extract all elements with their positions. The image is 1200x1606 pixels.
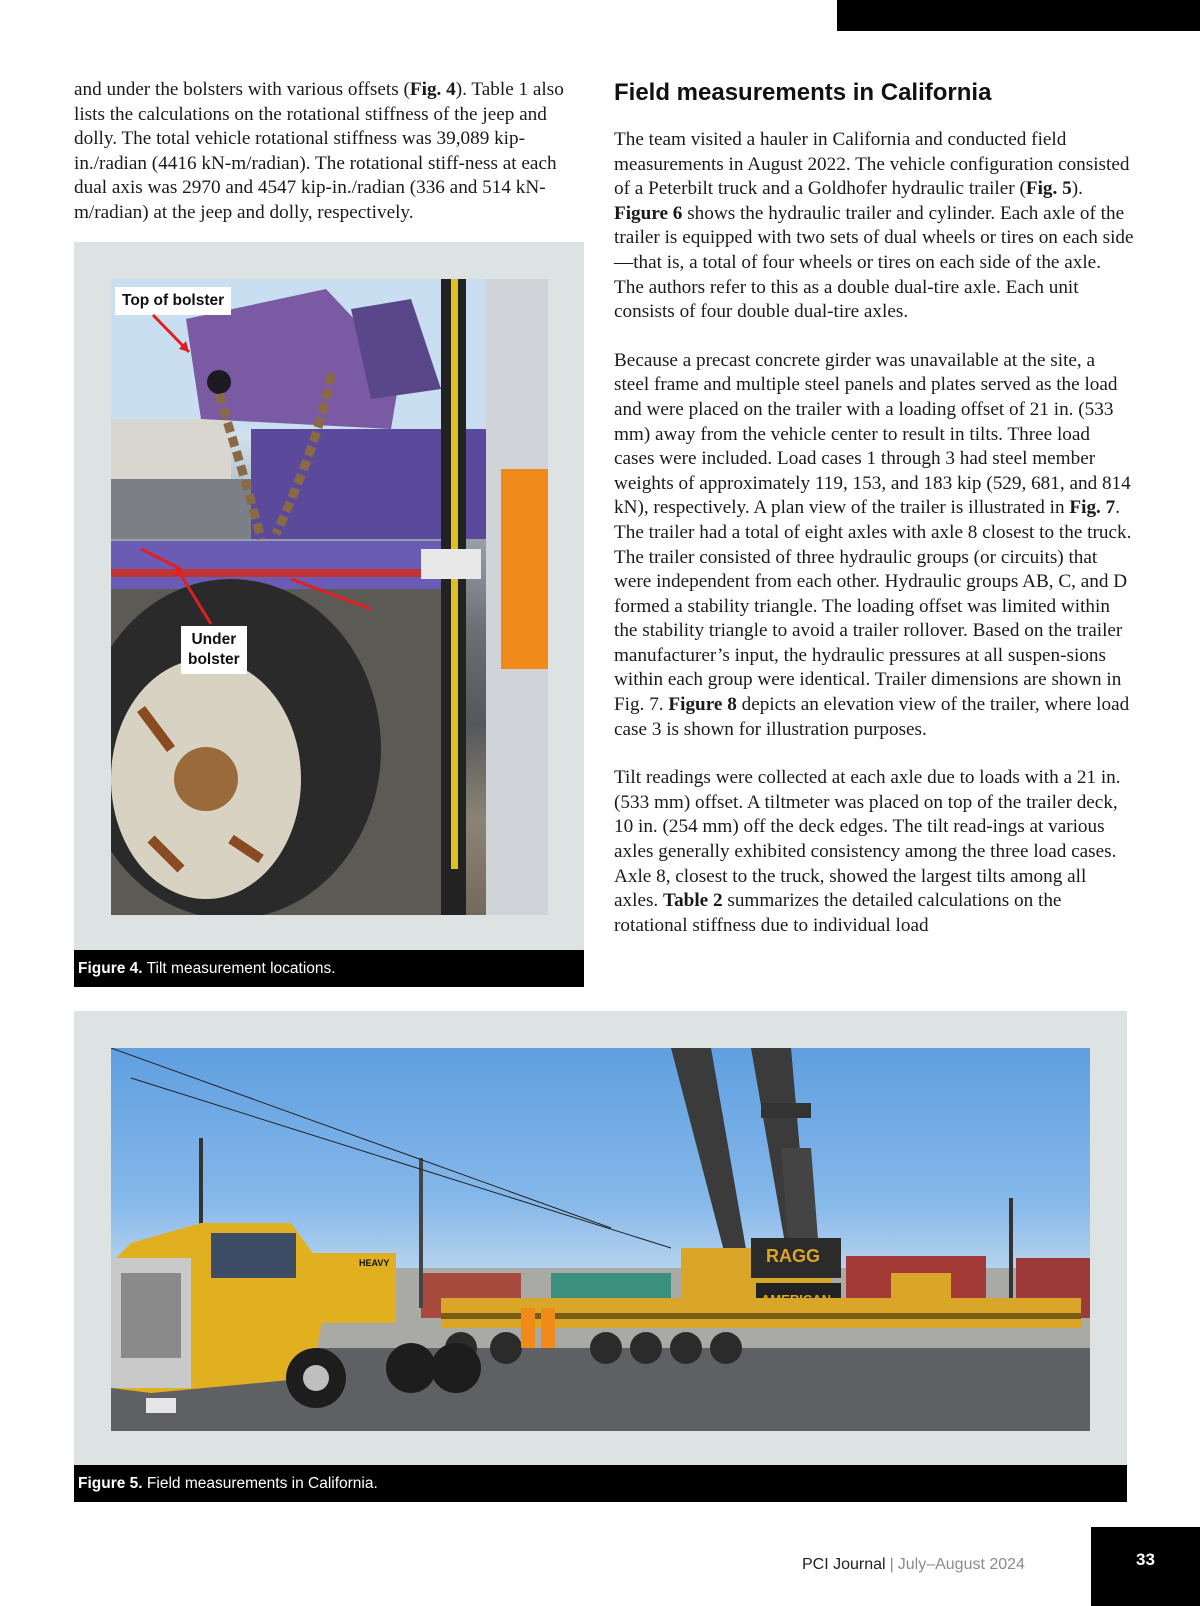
paragraph-2: Because a precast concrete girder was unavailable at the site, a steel frame and multiple steel panels and plates served as the load and were placed on the trailer with a loading offset of 21 in. (533 mm) away from the vehicle center to result in tilts. Three load cases were included. Load cases 1 through 3 had steel member weights of approximately 119, 153, and 183 kip (529, 681, and 814 kN), respectively. A plan view of the trailer is illustrated in Fig. 7. The trailer had a total of eight axles with axle 8 closest to the truck. The trailer consisted of three hydraulic groups (or circuits) that were independent from each other. Hydraulic groups AB, C, and D formed a stability triangle. The loading offset was limited within the stability triangle to avoid a trailer rollover. Based on the trailer manufacturer’s input, the hydraulic pressures at all suspen-sions within each group were identical. Trailer dimensions are shown in Fig. 7. Figure 8 depicts an elevation view of the trailer, where load case 3 is shown for illustration purposes.: [614, 349, 1132, 740]
fig4-reference: Fig. 4: [409, 79, 456, 100]
section-heading: Field measurements in California: [614, 79, 992, 106]
fig6-reference: Figure 6: [614, 202, 683, 224]
figure-5: [74, 1011, 1127, 1502]
callout-top-of-bolster: Top of bolster: [115, 287, 231, 315]
truck-and-trailer-illustration: [111, 1048, 1090, 1431]
left-paragraph: and under the bolsters with various offsets (Fig. 4). Table 1 also lists the calculations on the rotational stiffness of the jeep and dolly. The total vehicle rotational stiffness was 39,089 kip-in./radian (4416 kN-m/radian). The rotational stiff-ness at each dual axis was 2970 and 4547 kip-in./radian (336 and 514 kN-m/radian) at the jeep and dolly, respectively.: [74, 79, 564, 223]
fig8-reference: Figure 8: [668, 694, 737, 716]
right-column: [614, 78, 1134, 938]
figure-5-caption: Figure 5. Field measurements in California.: [74, 1465, 1127, 1502]
under-bolster-arrow: [176, 567, 211, 624]
footer-journal-info: [802, 1556, 1025, 1574]
fig5-reference: Fig. 5: [1025, 178, 1072, 200]
figure-5-photo: [111, 1048, 1090, 1431]
left-column: [74, 78, 594, 226]
table2-reference: Table 2: [663, 890, 723, 912]
truck-sign-text: HEAVY: [359, 1258, 390, 1268]
issue-date: July–August 2024: [897, 1556, 1025, 1573]
callout-under-bolster: Under bolster: [181, 626, 247, 674]
page-number: 33: [1091, 1527, 1200, 1606]
callout-arrows: [111, 279, 548, 915]
fig7-reference: Fig. 7: [1069, 497, 1116, 519]
paragraph-3: Tilt readings were collected at each axle due to loads with a 21 in. (533 mm) offset. A tiltmeter was placed on top of the trailer deck, 10 in. (254 mm) off the deck edges. The tilt read-ings at various axles generally exhibited consistency among the three load cases. Axle 8, closest to the truck, showed the largest tilts among all axles. Table 2 summarizes the detailed calculations on the rotational stiffness due to individual load: [614, 767, 1121, 936]
top-black-bar: [837, 0, 1200, 31]
journal-name: PCI Journal: [802, 1556, 886, 1573]
footer-separator: |: [889, 1556, 894, 1573]
figure-4: [74, 242, 584, 987]
figure-4-photo: [111, 279, 548, 915]
paragraph-1: The team visited a hauler in California and conducted field measurements in August 2022. The vehicle configuration consisted of a Peterbilt truck and a Goldhofer hydraulic trailer (Fig. 5). Figure 6 shows the hydraulic trailer and cylinder. Each axle of the trailer is equipped with two sets of dual wheels or tires on each side—that is, a total of four wheels or tires on each side of the axle. The authors refer to this as a double dual-tire axle. Each unit consists of four double dual-tire axles.: [614, 129, 1134, 323]
figure-4-caption: Figure 4. Tilt measurement locations.: [74, 950, 584, 987]
crane-sign-text: RAGG: [766, 1246, 820, 1266]
